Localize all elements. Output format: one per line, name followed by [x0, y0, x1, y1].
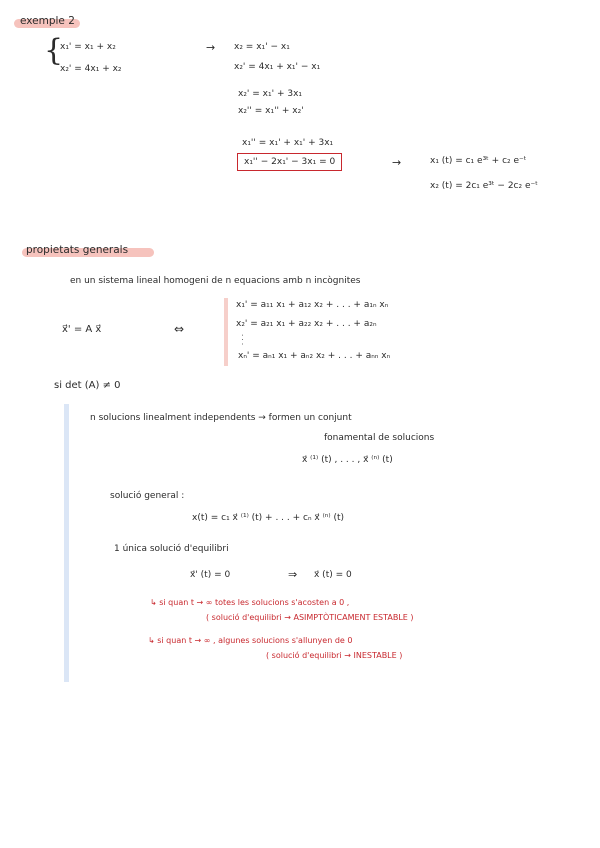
step-4: x₂'' = x₁'' + x₂' [238, 106, 304, 116]
intro-text: en un sistema lineal homogeni de n equacions amb n incògnites [70, 276, 361, 286]
section-title: propietats generals [26, 244, 129, 256]
matrix-bar [224, 298, 228, 366]
step-1: x₂ = x₁' − x₁ [234, 42, 290, 52]
unstable-note-1: ↳ si quan t → ∞ , algunes solucions s'allunyen de 0 [148, 636, 353, 645]
matrix-row-n: xₙ' = aₙ₁ x₁ + aₙ₂ x₂ + . . . + aₙₙ xₙ [238, 351, 391, 361]
unique-equilibrium: 1 única solució d'equilibri [114, 544, 229, 554]
arrow-icon: → [392, 156, 402, 169]
equilibrium-eq-2: x⃗ (t) = 0 [314, 570, 352, 580]
matrix-dots: . . . [240, 334, 248, 346]
step-3: x₂' = x₁' + 3x₁ [238, 89, 303, 99]
implies-icon: ⇒ [288, 568, 298, 581]
example-title: exemple 2 [20, 15, 75, 27]
condition-bar [64, 404, 69, 682]
solution-x1: x₁ (t) = c₁ e³ᵗ + c₂ e⁻ᵗ [430, 156, 527, 166]
system-eq-2: x₂' = 4x₁ + x₂ [60, 64, 122, 74]
general-solution-label: solució general : [110, 491, 185, 501]
unstable-note-2: ( solució d'equilibri → INESTABLE ) [266, 651, 403, 660]
det-condition: si det (A) ≠ 0 [54, 380, 121, 391]
equilibrium-eq-1: x⃗' (t) = 0 [190, 570, 231, 580]
step-5: x₁'' = x₁' + x₁' + 3x₁ [242, 138, 334, 148]
solutions-line-1: n solucions linealment independents → formen un conjunt [90, 413, 352, 423]
solutions-line-2: fonamental de solucions [324, 433, 435, 443]
arrow-icon: → [206, 41, 216, 54]
equivalence-icon: ⇔ [174, 322, 185, 336]
boxed-equation: x₁'' − 2x₁' − 3x₁ = 0 [237, 153, 342, 171]
step-2: x₂' = 4x₁ + x₁' − x₁ [234, 62, 321, 72]
matrix-row-2: x₂' = a₂₁ x₁ + a₂₂ x₂ + . . . + a₂ₙ [236, 319, 377, 329]
system-brace: { [44, 33, 64, 68]
system-eq-1: x₁' = x₁ + x₂ [60, 42, 116, 52]
stable-note-2: ( solució d'equilibri → ASIMPTÒTICAMENT ESTABLE ) [206, 613, 414, 622]
stable-note-1: ↳ si quan t → ∞ totes les solucions s'acosten a 0 , [150, 598, 350, 607]
solution-x2: x₂ (t) = 2c₁ e³ᵗ − 2c₂ e⁻ᵗ [430, 181, 538, 191]
matrix-row-1: x₁' = a₁₁ x₁ + a₁₂ x₂ + . . . + a₁ₙ xₙ [236, 300, 389, 310]
general-solution-eq: x(t) = c₁ x⃗ ⁽¹⁾ (t) + . . . + cₙ x⃗ ⁽ⁿ⁾ (t) [192, 513, 345, 523]
vector-form: x⃗' = A x⃗ [62, 324, 102, 335]
solutions-vectors: x⃗ ⁽¹⁾ (t) , . . . , x⃗ ⁽ⁿ⁾ (t) [302, 455, 393, 465]
